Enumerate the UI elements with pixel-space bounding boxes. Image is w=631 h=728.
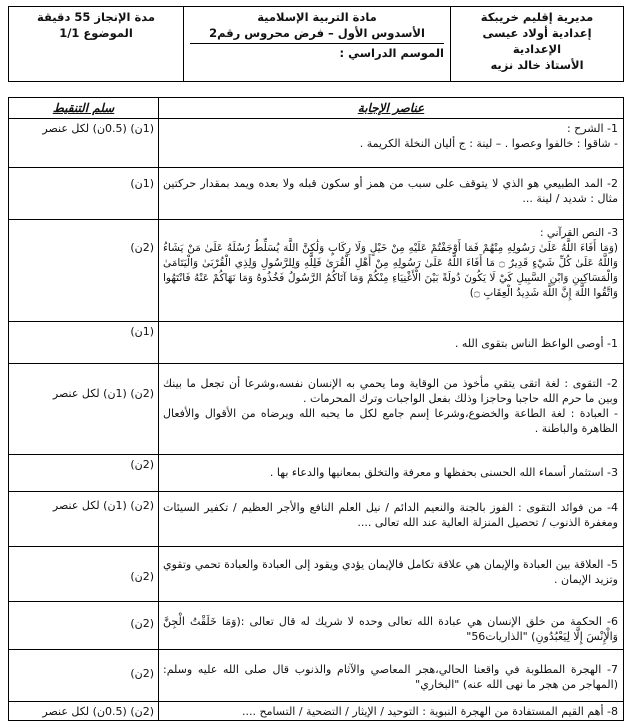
answer-line: 2- المد الطبيعي هو الذي لا يتوقف على سبب من همز أو سكون قبله ولا بعده ويمد بمقدار حركتين مثال : شديد / لينة ... [163,177,618,205]
grading-header: سلم التنقيط [52,101,115,115]
topic-label: الموضوع 1/1 [59,26,133,40]
table-row [9,322,623,364]
season-label: الموسم الدراسي : [339,46,444,60]
table-row [9,119,623,168]
grade-cell: (1ن) [130,177,154,190]
answer-line: 7- الهجرة المطلوبة في واقعنا الحالي،هجر المعاصي والآثام والذنوب قال صلى الله عليه وسلم: (المهاجر من هجر ما نهى الله عنه) "البخاري" [163,663,618,691]
table-row [9,650,623,702]
grade-cell: (2ن) [130,241,154,254]
teacher-label: الأستاذ خالد نزيه [490,58,584,72]
table-row [9,702,623,720]
exam-header [8,6,624,82]
grade-cell: (1ن) (0.5ن) لكل عنصر [42,122,154,135]
subject-label: مادة التربية الإسلامية [257,10,377,24]
answer-line: 5- العلاقة بين العبادة والإيمان هي علاقة تكامل فالإيمان يؤدي ويقود إلى العبادة والعبادة تحمي وتقوي وتزيد الإيمان . [163,558,618,586]
table-row [9,492,623,547]
header-middle [183,7,450,81]
table-row [9,364,623,455]
grade-cell: (2ن) (1ن) لكل عنصر [52,499,154,512]
header-left [9,7,183,81]
direction-label: مديرية إقليم خريبكة [480,10,594,24]
grade-cell: (2ن) [130,667,154,680]
quran-text: (وَمَا أَفَاءَ اللَّهُ عَلَىٰ رَسُولِهِ مِنْهُمْ فَمَا أَوْجَفْتُمْ عَلَيْهِ مِنْ خَيْلٍ وَلَا رِكَابٍ وَلَٰكِنَّ اللَّهَ يُسَلِّطُ رُسُلَهُ عَلَىٰ مَنْ يَشَاءُ وَاللَّهُ عَلَىٰ كُلِّ شَيْءٍ قَدِيرٌ ۝ مَا أَفَاءَ اللَّهُ عَلَىٰ رَسُولِهِ مِنْ أَهْلِ الْقُرَىٰ فَلِلَّهِ وَلِلرَّسُولِ وَلِذِي الْقُرْبَىٰ وَالْيَتَامَىٰ وَالْمَسَاكِينِ وَابْنِ السَّبِيلِ كَيْ لَا يَكُونَ دُولَةً بَيْنَ الْأَغْنِيَاءِ مِنْكُمْ وَمَا آتَاكُمُ الرَّسُولُ فَخُذُوهُ وَمَا نَهَاكُمْ عَنْهُ فَانْتَهُوا وَاتَّقُوا اللَّهَ إِنَّ اللَّهَ شَدِيدُ الْعِقَابِ ۝) [163,242,618,299]
table-row [9,547,623,602]
answers-header: عناصر الإجابة [158,98,623,118]
grade-cell: (2ن) [130,570,154,583]
grade-cell: (2ن) [130,458,154,471]
school-label: إعدادية أولاد عيسى الإعدادية [482,26,592,56]
duration-label: مدة الإنجاز 55 دقيقة [36,10,155,24]
grade-cell: (1ن) [130,325,154,338]
answer-line: 8- أهم القيم المستفادة من الهجرة النبوية : التوحيد / الإيثار / التضحية / التسامح .... [241,705,618,718]
table-row [9,602,623,650]
answer-line: 3- النص القرآني : [540,227,618,239]
answer-line: 1- الشرح : [566,122,618,135]
answer-line: - شاقوا : خالفوا وعصوا . – لينة : ج أليان النخلة الكريمة . [359,137,618,150]
level-label: الأسدوس الأول – فرض محروس رقم2 [209,26,425,40]
grade-cell: (2ن) (1ن) لكل عنصر [52,387,154,400]
table-row [9,455,623,492]
answer-line: 1- أوصى الواعظ الناس بتقوى الله . [454,337,618,350]
table-row [9,220,623,322]
table-row [9,168,623,220]
answer-line: - العبادة : لغة الطاعة والخضوع،وشرعا إسم جامع لكل ما يحبه الله ويرضاه من الأقوال والأفعال الظاهرة والباطنة . [163,407,618,435]
answer-line: 3- استثمار أسماء الله الحسنى بحفظها و معرفة والتخلق بمعانيها والدعاء بها . [269,466,618,479]
header-right [450,7,623,81]
grade-cell: (2ن) [130,617,154,630]
answer-line: 6- الحكمة من خلق الإنسان هي عبادة الله تعالى وحده لا شريك له قال تعالى :(وَمَا خَلَقْتُ الْجِنَّ وَالْإِنْسَ إِلَّا لِيَعْبُدُونِ) "الذاريات56" [163,615,618,643]
answer-line: 2- التقوى : لغة اتقى يتقي مأخوذ من الوقاية وما يحمي به الإنسان نفسه،وشرعا أن تجعل ما بينك وبين ما حرم الله حاجبا وحاجزا وذلك بفعل الواجبات وترك المحرمات . [163,377,618,405]
answer-line: 4- من فوائد التقوى : الفوز بالجنة والنعيم الدائم / نيل العلم النافع والأجر العظيم / تكفير السيئات ومغفرة الذنوب / تحصيل المنزلة العالية عند الله تعالى .... [163,501,618,529]
answers-table [8,97,624,721]
grade-cell: (2ن) (0.5ن) لكل عنصر [42,705,154,718]
